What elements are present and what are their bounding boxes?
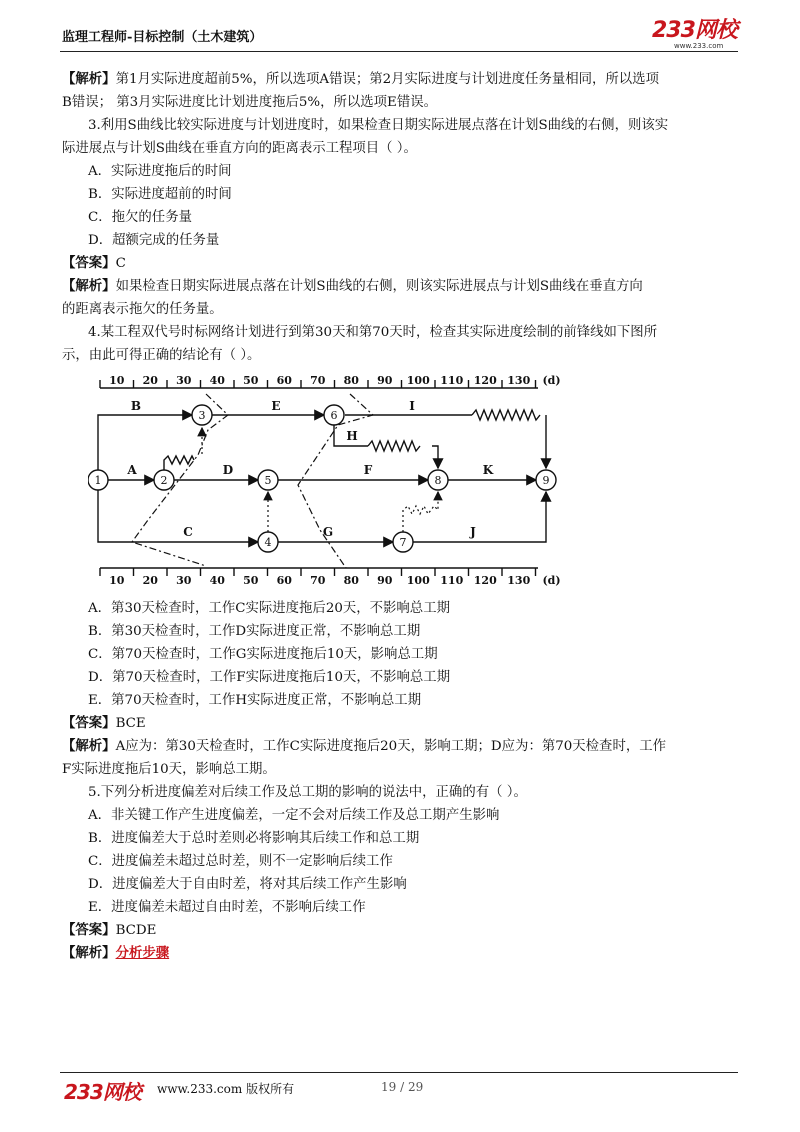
text-line <box>62 321 740 344</box>
text-line <box>62 298 740 321</box>
scale-label: 120 <box>473 374 497 387</box>
page-number: 19 / 29 <box>381 1080 424 1094</box>
scale-label: 90 <box>377 374 393 387</box>
scale-label: 80 <box>343 574 359 587</box>
text-line <box>62 183 740 206</box>
scale-label: 50 <box>243 374 259 387</box>
network-node-label: 3 <box>198 409 206 422</box>
scale-label: 10 <box>109 574 125 587</box>
line-text: C．进度偏差未超过总时差，则不一定影响后续工作 <box>88 854 393 869</box>
line-text: 第1月实际进度超前5%，所以选项A错误；第2月实际进度与计划进度任务量相同，所以选项 <box>115 72 659 87</box>
text-line <box>62 597 740 620</box>
text-line <box>62 229 740 252</box>
scale-unit: (d) <box>542 374 561 387</box>
line-text: D．第70天检查时，工作F实际进度拖后10天，不影响总工期 <box>88 670 451 685</box>
activity-arrow-J <box>413 492 546 542</box>
line-text: 际进展点与计划S曲线在垂直方向的距离表示工程项目（ ）。 <box>62 141 417 156</box>
scale-label: 20 <box>142 374 158 387</box>
footer-rule <box>60 1072 738 1073</box>
document-header-title: 监理工程师-目标控制（土木建筑） <box>62 30 263 45</box>
free-float-wave-2 <box>164 456 194 470</box>
scale-label: 110 <box>440 574 464 587</box>
text-line <box>62 781 740 804</box>
text-line <box>62 252 740 275</box>
scale-label: 70 <box>310 574 326 587</box>
line-text: 3.利用S曲线比较实际进度与计划进度时，如果检查日期实际进展点落在计划S曲线的右侧，则该实 <box>88 118 669 133</box>
top-time-scale <box>100 374 561 388</box>
bottom-time-scale <box>100 568 561 587</box>
header-rule <box>60 51 738 52</box>
text-line <box>62 160 740 183</box>
text-line <box>62 206 740 229</box>
scale-label: 30 <box>176 574 192 587</box>
line-text: B．进度偏差大于总时差则必将影响其后续工作和总工期 <box>88 831 420 846</box>
activity-label: G <box>322 525 334 539</box>
line-text: E．进度偏差未超过自由时差，不影响后续工作 <box>88 900 366 915</box>
text-line <box>62 643 740 666</box>
logo-text: 233网校 <box>652 18 737 43</box>
network-node-label: 2 <box>160 474 168 487</box>
text-line <box>62 712 740 735</box>
line-text: BCE <box>115 716 146 731</box>
scale-label: 80 <box>343 374 359 387</box>
line-text: A．非关键工作产生进度偏差，一定不会对后续工作及总工期产生影响 <box>88 808 500 823</box>
line-text: C．第70天检查时，工作G实际进度拖后10天，影响总工期 <box>88 647 438 662</box>
text-line <box>62 666 740 689</box>
line-text: A．实际进度拖后的时间 <box>88 164 232 179</box>
line-text: C <box>115 256 126 271</box>
free-float-wave-H <box>368 441 420 451</box>
brand-logo[interactable] <box>652 20 738 52</box>
free-float-wave-I <box>472 410 540 420</box>
dummy-arrow-7-8 <box>403 492 438 532</box>
activity-label: B <box>130 399 142 413</box>
scale-label: 10 <box>109 374 125 387</box>
scale-label: 90 <box>377 574 393 587</box>
text-line <box>62 804 740 827</box>
line-text: B错误； 第3月实际进度比计划进度拖后5%，所以选项E错误。 <box>62 95 438 110</box>
text-line <box>62 758 740 781</box>
activity-label: D <box>222 463 234 477</box>
scale-label: 60 <box>276 374 292 387</box>
text-line <box>62 919 740 942</box>
activity-label: H <box>346 429 358 443</box>
text-line <box>62 827 740 850</box>
activity-label: F <box>363 463 373 477</box>
line-text: 如果检查日期实际进展点落在计划S曲线的右侧，则该实际进展点与计划S曲线在垂直方向 <box>115 279 643 294</box>
activity-label: J <box>470 525 476 539</box>
network-node-label: 4 <box>264 536 272 549</box>
text-line <box>62 344 740 367</box>
activity-arrow-B <box>98 415 192 480</box>
network-node-label: 9 <box>542 474 550 487</box>
activity-label: K <box>482 463 494 477</box>
label-tag: 【答案】 <box>62 715 116 731</box>
network-node-label: 6 <box>330 409 338 422</box>
activity-arrow-C <box>98 490 258 542</box>
text-line <box>62 68 740 91</box>
line-text: D．超额完成的任务量 <box>88 233 220 248</box>
line-text: 4.某工程双代号时标网络计划进行到第30天和第70天时，检查其实际进度绘制的前锋线如下图所 <box>88 325 658 340</box>
scale-label: 100 <box>406 374 430 387</box>
text-line <box>62 873 740 896</box>
analysis-steps-link[interactable]: 分析步骤 <box>115 945 170 961</box>
text-line <box>62 620 740 643</box>
scale-unit: (d) <box>542 574 561 587</box>
analysis-line <box>62 942 740 965</box>
scale-label: 130 <box>507 574 531 587</box>
line-text: F实际进度拖后10天，影响总工期。 <box>62 762 276 777</box>
scale-label: 130 <box>507 374 531 387</box>
label-tag: 【解析】 <box>62 945 116 961</box>
network-node-label: 7 <box>399 536 407 549</box>
label-tag: 【解析】 <box>62 71 116 87</box>
line-text: B．第30天检查时，工作D实际进度正常，不影响总工期 <box>88 624 421 639</box>
scale-label: 120 <box>473 574 497 587</box>
text-line <box>62 850 740 873</box>
activity-label: E <box>271 399 281 413</box>
text-line <box>62 689 740 712</box>
text-line <box>62 137 740 160</box>
line-text: BCDE <box>115 923 157 938</box>
text-line <box>62 114 740 137</box>
line-text: E．第70天检查时，工作H实际进度正常，不影响总工期 <box>88 693 422 708</box>
scale-label: 110 <box>440 374 464 387</box>
line-text: C．拖欠的任务量 <box>88 210 192 225</box>
text-line <box>62 735 740 758</box>
scale-label: 70 <box>310 374 326 387</box>
scale-label: 30 <box>176 374 192 387</box>
line-text: A应为：第30天检查时，工作C实际进度拖后20天，影响工期；D应为：第70天检查时，工作 <box>115 739 667 754</box>
logo-url: www.233.com <box>674 42 724 50</box>
question-text-upper <box>62 68 740 367</box>
line-text: A．第30天检查时，工作C实际进度拖后20天，不影响总工期 <box>88 601 450 616</box>
footer-copyright: www.233.com 版权所有 <box>157 1082 295 1096</box>
scale-label: 40 <box>209 374 225 387</box>
activity-label: C <box>183 525 193 539</box>
question-text-lower <box>62 597 740 965</box>
network-node-label: 8 <box>434 474 442 487</box>
scale-label: 60 <box>276 574 292 587</box>
label-tag: 【答案】 <box>62 922 116 938</box>
text-line <box>62 896 740 919</box>
scale-label: 20 <box>142 574 158 587</box>
line-text: 5.下列分析进度偏差对后续工作及总工期的影响的说法中，正确的有（ ）。 <box>88 785 527 800</box>
text-line <box>62 91 740 114</box>
time-scaled-network-diagram <box>88 370 568 590</box>
line-text: 的距离表示拖欠的任务量。 <box>62 302 223 317</box>
line-text: D．进度偏差大于自由时差，将对其后续工作产生影响 <box>88 877 407 892</box>
network-node-label: 1 <box>94 474 102 487</box>
scale-label: 100 <box>406 574 430 587</box>
label-tag: 【答案】 <box>62 255 116 271</box>
scale-label: 50 <box>243 574 259 587</box>
network-node-label: 5 <box>264 474 272 487</box>
footer-logo[interactable]: 233网校 <box>64 1080 141 1104</box>
label-tag: 【解析】 <box>62 738 116 754</box>
scale-label: 40 <box>209 574 225 587</box>
line-text: 示，由此可得正确的结论有（ ）。 <box>62 348 261 363</box>
label-tag: 【解析】 <box>62 278 116 294</box>
text-line <box>62 275 740 298</box>
line-text: B．实际进度超前的时间 <box>88 187 232 202</box>
activity-label: A <box>127 463 137 477</box>
activity-label: I <box>409 399 415 413</box>
